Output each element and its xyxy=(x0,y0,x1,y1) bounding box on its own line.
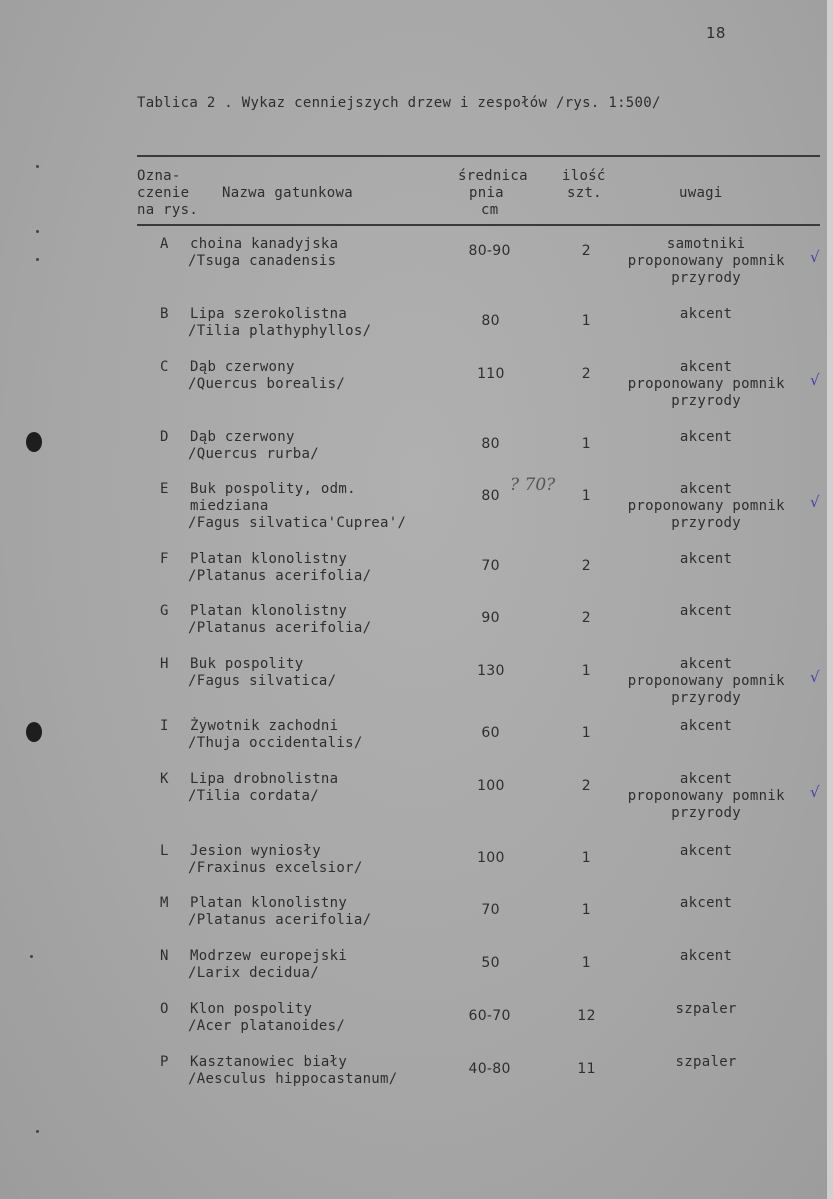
row-e-diameter: 80 xyxy=(481,488,500,504)
row-k-mark: K xyxy=(160,771,169,787)
row-h-check-icon: √ xyxy=(810,668,820,686)
row-e-note-line: proponowany pomnik xyxy=(627,498,785,514)
row-m-name-line: Platan klonolistny xyxy=(190,895,348,911)
row-h-name-line: Buk pospolity xyxy=(190,656,304,672)
row-c-name-line: /Quercus borealis/ xyxy=(188,376,346,392)
row-g-mark: G xyxy=(160,603,169,619)
speck xyxy=(36,258,39,261)
row-l-name-line: Jesion wyniosły xyxy=(190,843,321,859)
row-h-mark: H xyxy=(160,656,169,672)
row-d-name-line: /Quercus rurba/ xyxy=(188,446,319,462)
row-i-diameter: 60 xyxy=(481,725,500,741)
row-m-diameter: 70 xyxy=(481,902,500,918)
row-o-mark: O xyxy=(160,1001,169,1017)
row-f-diameter: 70 xyxy=(481,558,500,574)
row-k-name-line: /Tilia cordata/ xyxy=(188,788,319,804)
row-h-quantity: 1 xyxy=(581,663,591,679)
header-col-name: Nazwa gatunkowa xyxy=(222,185,353,201)
header-bottom-rule xyxy=(137,224,820,226)
speck xyxy=(36,230,39,233)
row-m-name-line: /Platanus acerifolia/ xyxy=(188,912,372,928)
row-p-name-line: /Aesculus hippocastanum/ xyxy=(188,1071,398,1087)
header-col-mark-3: na rys. xyxy=(137,202,199,218)
row-g-name-line: Platan klonolistny xyxy=(190,603,348,619)
table-top-rule xyxy=(137,155,820,157)
row-a-quantity: 2 xyxy=(581,243,591,259)
row-d-quantity: 1 xyxy=(581,436,591,452)
header-col-notes: uwagi xyxy=(679,185,723,201)
row-h-diameter: 130 xyxy=(477,663,505,679)
row-f-mark: F xyxy=(160,551,169,567)
row-o-name-line: Klon pospolity xyxy=(190,1001,313,1017)
header-col-diameter-2: pnia xyxy=(469,185,504,201)
row-k-name-line: Lipa drobnolistna xyxy=(190,771,339,787)
row-e-name-line: miedziana xyxy=(190,498,269,514)
row-a-name-line: /Tsuga canadensis xyxy=(188,253,337,269)
row-h-name-line: /Fagus silvatica/ xyxy=(188,673,337,689)
row-d-diameter: 80 xyxy=(481,436,500,452)
table-caption: Tablica 2 . Wykaz cenniejszych drzew i zespołów /rys. 1:500/ xyxy=(137,95,661,111)
row-n-note-line: akcent xyxy=(679,948,733,964)
row-i-note-line: akcent xyxy=(679,718,733,734)
row-k-note-line: proponowany pomnik xyxy=(627,788,785,804)
row-e-mark: E xyxy=(160,481,169,497)
row-d-mark: D xyxy=(160,429,169,445)
row-b-name-line: Lipa szerokolistna xyxy=(190,306,348,322)
row-m-quantity: 1 xyxy=(581,902,591,918)
row-l-note-line: akcent xyxy=(679,843,733,859)
row-g-note-line: akcent xyxy=(679,603,733,619)
row-c-note-line: przyrody xyxy=(671,393,742,409)
row-n-quantity: 1 xyxy=(581,955,591,971)
row-f-note-line: akcent xyxy=(679,551,733,567)
header-col-diameter-1: średnica xyxy=(458,168,528,184)
row-i-quantity: 1 xyxy=(581,725,591,741)
row-b-quantity: 1 xyxy=(581,313,591,329)
row-c-quantity: 2 xyxy=(581,366,591,382)
row-f-name-line: /Platanus acerifolia/ xyxy=(188,568,372,584)
punch-hole-bottom xyxy=(26,722,42,742)
row-k-note-line: akcent xyxy=(679,771,733,787)
row-o-diameter: 60-70 xyxy=(468,1008,511,1024)
row-n-diameter: 50 xyxy=(481,955,500,971)
row-a-note-line: samotniki xyxy=(666,236,746,252)
row-h-note-line: proponowany pomnik xyxy=(627,673,785,689)
row-o-note-line: szpaler xyxy=(675,1001,737,1017)
row-e-handwritten-note: ? 70? xyxy=(510,475,556,495)
row-a-diameter: 80-90 xyxy=(468,243,511,259)
row-i-mark: I xyxy=(160,718,169,734)
row-f-name-line: Platan klonolistny xyxy=(190,551,348,567)
row-g-name-line: /Platanus acerifolia/ xyxy=(188,620,372,636)
row-c-diameter: 110 xyxy=(477,366,505,382)
row-e-name-line: /Fagus silvatica'Cuprea'/ xyxy=(188,515,407,531)
row-a-mark: A xyxy=(160,236,169,252)
row-p-note-line: szpaler xyxy=(675,1054,737,1070)
row-p-quantity: 11 xyxy=(577,1061,596,1077)
row-b-name-line: /Tilia plathyphyllos/ xyxy=(188,323,372,339)
speck xyxy=(36,1130,39,1133)
row-e-quantity: 1 xyxy=(581,488,591,504)
row-h-note-line: przyrody xyxy=(671,690,742,706)
speck xyxy=(36,165,39,168)
row-d-note-line: akcent xyxy=(679,429,733,445)
header-col-qty-2: szt. xyxy=(567,185,602,201)
row-a-check-icon: √ xyxy=(810,248,820,266)
row-e-note-line: akcent xyxy=(679,481,733,497)
row-n-name-line: /Larix decidua/ xyxy=(188,965,319,981)
row-k-quantity: 2 xyxy=(581,778,591,794)
row-k-check-icon: √ xyxy=(810,783,820,801)
row-g-diameter: 90 xyxy=(481,610,500,626)
row-i-name-line: /Thuja occidentalis/ xyxy=(188,735,363,751)
row-m-mark: M xyxy=(160,895,169,911)
row-c-check-icon: √ xyxy=(810,371,820,389)
header-col-mark-1: Ozna- xyxy=(137,168,181,184)
row-d-name-line: Dąb czerwony xyxy=(190,429,295,445)
row-b-mark: B xyxy=(160,306,169,322)
row-h-note-line: akcent xyxy=(679,656,733,672)
row-k-diameter: 100 xyxy=(477,778,505,794)
row-n-name-line: Modrzew europejski xyxy=(190,948,348,964)
row-c-note-line: proponowany pomnik xyxy=(627,376,785,392)
row-c-mark: C xyxy=(160,359,169,375)
row-c-name-line: Dąb czerwony xyxy=(190,359,295,375)
header-col-diameter-3: cm xyxy=(481,202,499,218)
row-p-diameter: 40-80 xyxy=(468,1061,511,1077)
row-l-quantity: 1 xyxy=(581,850,591,866)
row-p-name-line: Kasztanowiec biały xyxy=(190,1054,348,1070)
row-l-diameter: 100 xyxy=(477,850,505,866)
row-o-quantity: 12 xyxy=(577,1008,596,1024)
page-number: 18 xyxy=(706,24,726,42)
row-b-note-line: akcent xyxy=(679,306,733,322)
row-f-quantity: 2 xyxy=(581,558,591,574)
row-l-name-line: /Fraxinus excelsior/ xyxy=(188,860,363,876)
row-e-check-icon: √ xyxy=(810,493,820,511)
header-col-mark-2: czenie xyxy=(137,185,190,201)
row-m-note-line: akcent xyxy=(679,895,733,911)
speck xyxy=(30,955,33,958)
row-b-diameter: 80 xyxy=(481,313,500,329)
row-e-name-line: Buk pospolity, odm. xyxy=(190,481,356,497)
row-p-mark: P xyxy=(160,1054,169,1070)
row-c-note-line: akcent xyxy=(679,359,733,375)
row-o-name-line: /Acer platanoides/ xyxy=(188,1018,346,1034)
row-g-quantity: 2 xyxy=(581,610,591,626)
page-edge xyxy=(827,0,833,1199)
row-a-note-line: proponowany pomnik xyxy=(627,253,785,269)
punch-hole-top xyxy=(26,432,42,452)
row-l-mark: L xyxy=(160,843,169,859)
row-k-note-line: przyrody xyxy=(671,805,742,821)
row-e-note-line: przyrody xyxy=(671,515,742,531)
row-a-name-line: choina kanadyjska xyxy=(190,236,339,252)
row-a-note-line: przyrody xyxy=(671,270,742,286)
row-i-name-line: Żywotnik zachodni xyxy=(190,718,339,734)
row-n-mark: N xyxy=(160,948,169,964)
header-col-qty-1: ilość xyxy=(562,168,606,184)
